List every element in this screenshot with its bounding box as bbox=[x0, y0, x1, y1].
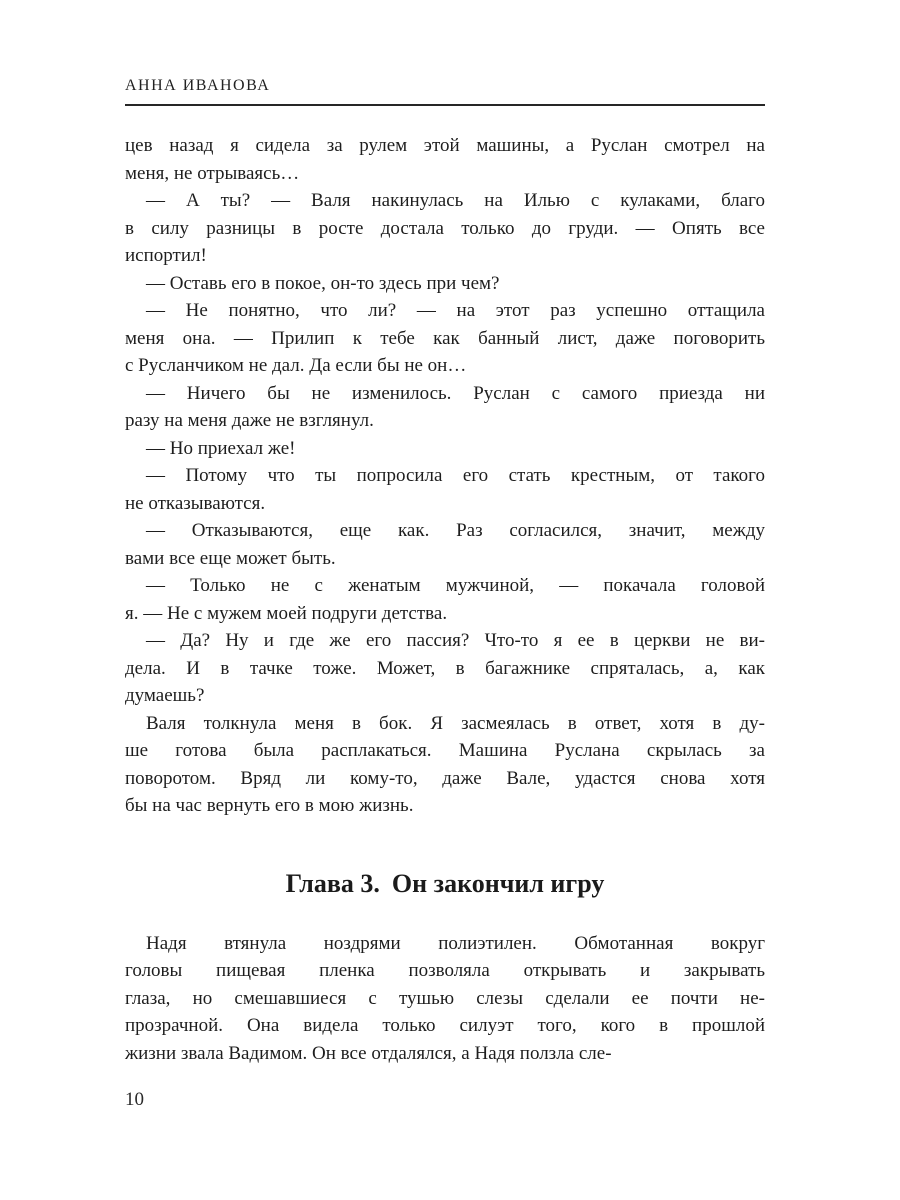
text-line: поворотом. Вряд ли кому-то, даже Вале, удастся снова хотя bbox=[125, 767, 765, 789]
text-column bbox=[125, 76, 765, 1067]
text-line: меня она. — Прилип к тебе как банный лист, даже поговорить bbox=[125, 327, 765, 349]
text-line: разу на меня даже не взглянул. bbox=[125, 410, 374, 431]
text-line: Надя втянула ноздрями полиэтилен. Обмотанная вокруг bbox=[146, 932, 765, 954]
text-line: дела. И в тачке тоже. Может, в багажнике спряталась, а, как bbox=[125, 657, 765, 679]
text-line: испортил! bbox=[125, 245, 207, 266]
running-header bbox=[125, 76, 765, 106]
text-line: глаза, но смешавшиеся с тушью слезы сделали ее почти не- bbox=[125, 987, 765, 1009]
text-line: я. — Не с мужем моей подруги детства. bbox=[125, 602, 448, 624]
paragraph bbox=[125, 270, 765, 298]
chapter-number: Глава 3. bbox=[285, 868, 380, 898]
text-line: вами все еще может быть. bbox=[125, 547, 336, 569]
paragraph bbox=[125, 132, 765, 187]
text-line: — А ты? — Валя накинулась на Илью с кулаками, благо bbox=[146, 190, 765, 211]
paragraph bbox=[125, 380, 765, 435]
text-line: с Русланчиком не дал. Да если бы не он… bbox=[125, 355, 467, 376]
paragraph bbox=[125, 435, 765, 463]
chapter-heading bbox=[125, 868, 765, 900]
header-rule bbox=[125, 104, 765, 106]
text-line: — Да? Ну и где же его пассия? Что-то я ее в церкви не ви- bbox=[146, 630, 765, 651]
paragraph bbox=[125, 297, 765, 380]
page-number: 10 bbox=[125, 1089, 144, 1110]
text-line: в силу разницы в росте достала только до груди. — Опять все bbox=[125, 217, 765, 239]
text-block-after-heading bbox=[125, 930, 765, 1068]
paragraph bbox=[125, 627, 765, 710]
paragraph bbox=[125, 187, 765, 270]
text-block-before-heading bbox=[125, 132, 765, 820]
running-header-author: АННА ИВАНОВА bbox=[125, 77, 271, 94]
paragraph bbox=[125, 517, 765, 572]
text-line: меня, не отрываясь… bbox=[125, 162, 300, 184]
text-line: — Отказываются, еще как. Раз согласился, значит, между bbox=[146, 520, 765, 541]
text-line: головы пищевая пленка позволяла открывать и закрывать bbox=[125, 960, 765, 981]
text-line: — Не понятно, что ли? — на этот раз успешно оттащила bbox=[146, 300, 765, 321]
paragraph bbox=[125, 710, 765, 820]
text-line: — Только не с женатым мужчиной, — покачала головой bbox=[146, 575, 765, 596]
chapter-title: Он закончил игру bbox=[391, 868, 605, 898]
text-line: — Потому что ты попросила его стать крестным, от такого bbox=[146, 465, 765, 486]
paragraph bbox=[125, 462, 765, 517]
text-line: — Оставь его в покое, он-то здесь при чем? bbox=[146, 272, 500, 294]
text-line: ше готова была расплакаться. Машина Руслана скрылась за bbox=[125, 740, 765, 761]
paragraph bbox=[125, 930, 765, 1068]
paragraph bbox=[125, 572, 765, 627]
text-line: жизни звала Вадимом. Он все отдалялся, а Надя ползла сле- bbox=[125, 1042, 612, 1064]
page-body bbox=[125, 132, 765, 1067]
text-line: Валя толкнула меня в бок. Я засмеялась в ответ, хотя в ду- bbox=[146, 712, 765, 734]
text-line: думаешь? bbox=[125, 685, 205, 706]
text-line: цев назад я сидела за рулем этой машины, а Руслан смотрел на bbox=[125, 135, 765, 156]
text-line: бы на час вернуть его в мою жизнь. bbox=[125, 795, 414, 816]
text-line: — Ничего бы не изменилось. Руслан с самого приезда ни bbox=[146, 382, 765, 404]
text-line: не отказываются. bbox=[125, 492, 266, 514]
text-line: прозрачной. Она видела только силуэт того, кого в прошлой bbox=[125, 1015, 765, 1036]
text-line: — Но приехал же! bbox=[146, 437, 296, 459]
